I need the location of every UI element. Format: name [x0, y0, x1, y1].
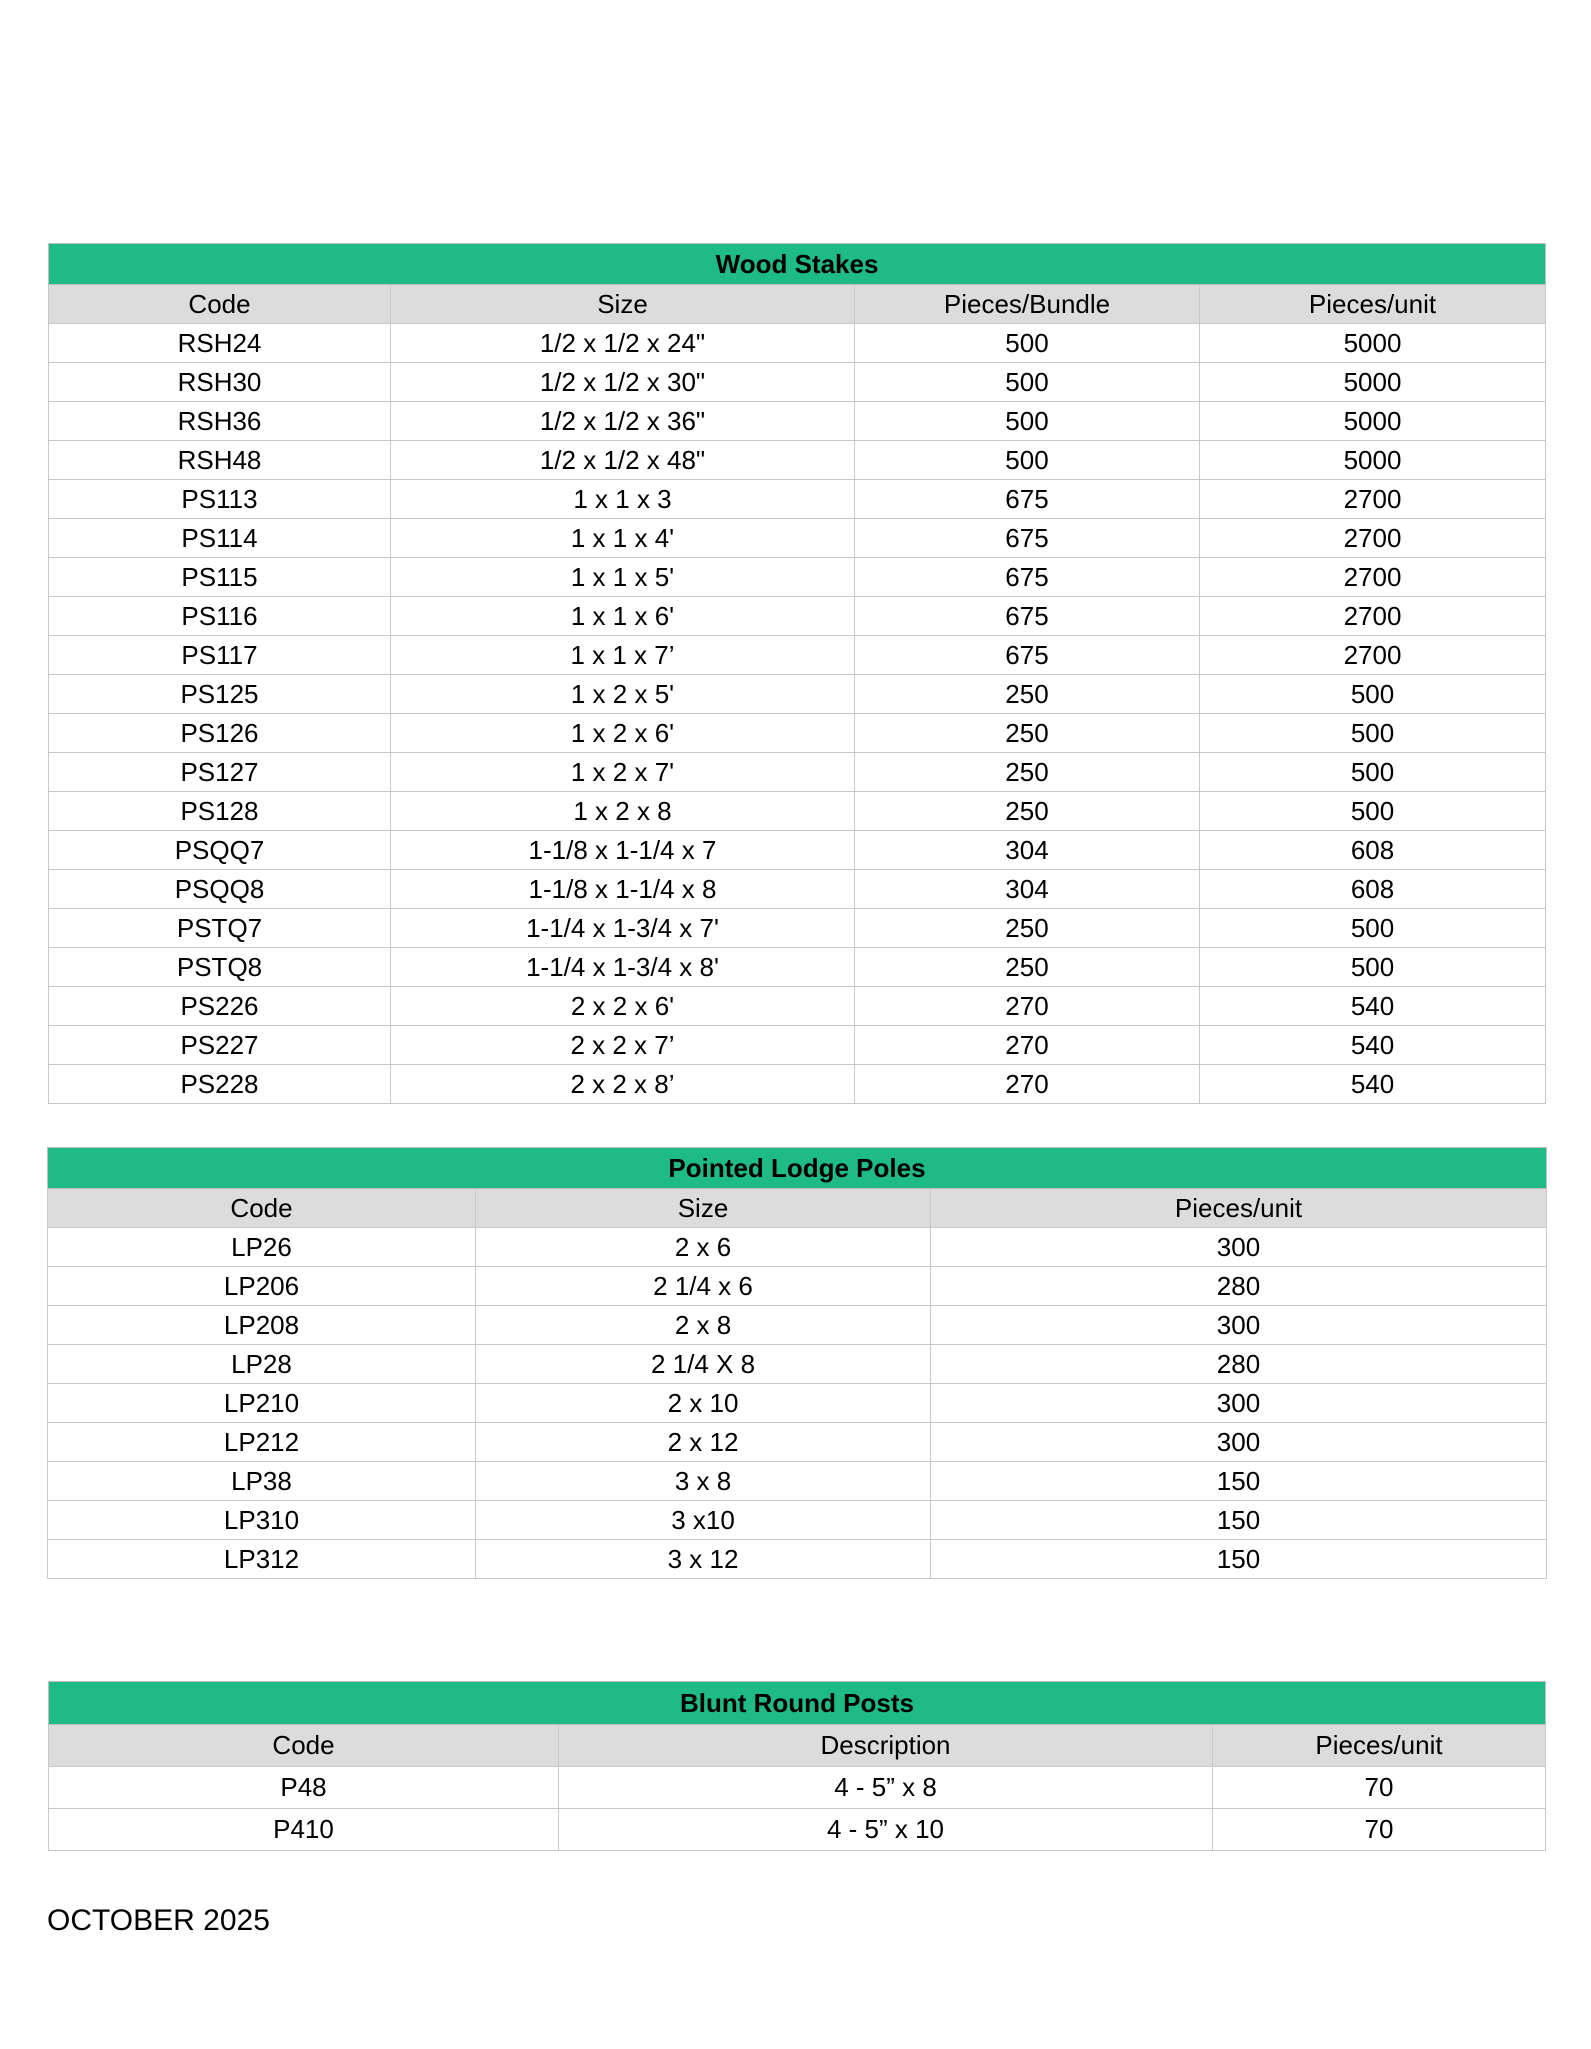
table-cell: PS227: [49, 1026, 391, 1065]
table-cell: PS115: [49, 558, 391, 597]
table-cell: 150: [931, 1462, 1547, 1501]
table-row: [48, 1462, 1547, 1501]
table-cell: PS116: [49, 597, 391, 636]
table-cell: 1/2 x 1/2 x 36": [391, 402, 855, 441]
table-row: [49, 675, 1546, 714]
column-header: Code: [49, 285, 391, 324]
table-cell: PSTQ8: [49, 948, 391, 987]
table-cell: 1/2 x 1/2 x 30": [391, 363, 855, 402]
table-cell: 250: [855, 753, 1200, 792]
column-header: Code: [48, 1189, 476, 1228]
table-cell: 2 1/4 x 6: [476, 1267, 931, 1306]
table-cell: 250: [855, 714, 1200, 753]
table-cell: 300: [931, 1228, 1547, 1267]
table-cell: 2 x 12: [476, 1423, 931, 1462]
column-header: Code: [49, 1725, 559, 1767]
table-cell: LP208: [48, 1306, 476, 1345]
column-header: Pieces/unit: [1200, 285, 1546, 324]
table-cell: 500: [855, 363, 1200, 402]
table-cell: 1 x 1 x 3: [391, 480, 855, 519]
table-cell: 1 x 1 x 7’: [391, 636, 855, 675]
table-cell: 250: [855, 948, 1200, 987]
table-cell: 675: [855, 480, 1200, 519]
table-cell: 5000: [1200, 324, 1546, 363]
table-cell: 500: [1200, 714, 1546, 753]
table-cell: 300: [931, 1423, 1547, 1462]
table-cell: 300: [931, 1384, 1547, 1423]
table-cell: 500: [1200, 948, 1546, 987]
table-row: [49, 909, 1546, 948]
table-cell: 2 x 2 x 8’: [391, 1065, 855, 1104]
table-row: [49, 519, 1546, 558]
table-cell: 280: [931, 1345, 1547, 1384]
table-cell: 500: [855, 441, 1200, 480]
table-cell: 1 x 2 x 7': [391, 753, 855, 792]
wood-stakes-table: [48, 243, 1546, 1104]
table-cell: PS226: [49, 987, 391, 1026]
table-cell: 4 - 5” x 8: [559, 1767, 1213, 1809]
table-cell: 675: [855, 597, 1200, 636]
table-cell: 608: [1200, 831, 1546, 870]
table-cell: 270: [855, 1065, 1200, 1104]
table-cell: 2 x 10: [476, 1384, 931, 1423]
table-cell: LP38: [48, 1462, 476, 1501]
table-row: [49, 597, 1546, 636]
table-cell: RSH30: [49, 363, 391, 402]
table-cell: 250: [855, 792, 1200, 831]
table-cell: 1-1/4 x 1-3/4 x 7': [391, 909, 855, 948]
table-cell: 1/2 x 1/2 x 24": [391, 324, 855, 363]
table-cell: PS127: [49, 753, 391, 792]
table-cell: 1-1/8 x 1-1/4 x 8: [391, 870, 855, 909]
table-row: [49, 1065, 1546, 1104]
column-header: Pieces/unit: [1213, 1725, 1546, 1767]
table-cell: 1-1/8 x 1-1/4 x 7: [391, 831, 855, 870]
table-cell: 540: [1200, 987, 1546, 1026]
table-row: [49, 558, 1546, 597]
table-cell: 540: [1200, 1026, 1546, 1065]
table-cell: 2700: [1200, 519, 1546, 558]
table-cell: 304: [855, 870, 1200, 909]
blunt-round-posts-table: [48, 1681, 1546, 1851]
table-row: [49, 441, 1546, 480]
table-row: [49, 714, 1546, 753]
column-header: Pieces/unit: [931, 1189, 1547, 1228]
column-header: Size: [391, 285, 855, 324]
table-cell: P410: [49, 1809, 559, 1851]
table-cell: 1 x 2 x 5': [391, 675, 855, 714]
table-row: [49, 987, 1546, 1026]
table-cell: PS228: [49, 1065, 391, 1104]
table-cell: 675: [855, 636, 1200, 675]
column-header: Size: [476, 1189, 931, 1228]
table-cell: 2700: [1200, 597, 1546, 636]
table-row: [49, 1767, 1546, 1809]
table-cell: LP310: [48, 1501, 476, 1540]
pointed-lodge-poles-table: [47, 1147, 1547, 1579]
table-row: [49, 948, 1546, 987]
table-cell: 1-1/4 x 1-3/4 x 8': [391, 948, 855, 987]
table-cell: 2 x 2 x 7’: [391, 1026, 855, 1065]
table-cell: LP312: [48, 1540, 476, 1579]
table-row: [49, 636, 1546, 675]
header-row: [49, 285, 1546, 324]
table-cell: 1/2 x 1/2 x 48": [391, 441, 855, 480]
table-cell: 1 x 1 x 6': [391, 597, 855, 636]
table-cell: 675: [855, 558, 1200, 597]
table-cell: RSH48: [49, 441, 391, 480]
table-title: Blunt Round Posts: [49, 1682, 1546, 1725]
table-cell: 2 x 8: [476, 1306, 931, 1345]
table-cell: 2700: [1200, 558, 1546, 597]
table-row: [48, 1228, 1547, 1267]
table-cell: PS113: [49, 480, 391, 519]
table-cell: 500: [1200, 792, 1546, 831]
table-cell: 540: [1200, 1065, 1546, 1104]
table-row: [48, 1267, 1547, 1306]
table-cell: 280: [931, 1267, 1547, 1306]
table-cell: RSH36: [49, 402, 391, 441]
table-title: Pointed Lodge Poles: [48, 1148, 1547, 1189]
table-cell: PS128: [49, 792, 391, 831]
table-cell: 2700: [1200, 480, 1546, 519]
table-cell: 250: [855, 909, 1200, 948]
table-cell: 500: [855, 324, 1200, 363]
table-cell: 500: [1200, 909, 1546, 948]
table-row: [49, 1809, 1546, 1851]
table-cell: LP212: [48, 1423, 476, 1462]
table-cell: 1 x 1 x 5': [391, 558, 855, 597]
table-cell: PS117: [49, 636, 391, 675]
table-cell: PS126: [49, 714, 391, 753]
table-row: [49, 831, 1546, 870]
table-row: [48, 1423, 1547, 1462]
table-row: [49, 363, 1546, 402]
table-cell: PSQQ7: [49, 831, 391, 870]
table-cell: 5000: [1200, 363, 1546, 402]
table-cell: 270: [855, 1026, 1200, 1065]
footer-date: OCTOBER 2025: [47, 1904, 270, 1937]
table-cell: PSTQ7: [49, 909, 391, 948]
table-row: [48, 1540, 1547, 1579]
table-cell: 3 x 8: [476, 1462, 931, 1501]
table-cell: 2700: [1200, 636, 1546, 675]
table-cell: PSQQ8: [49, 870, 391, 909]
table-cell: 70: [1213, 1767, 1546, 1809]
table-cell: 2 x 2 x 6': [391, 987, 855, 1026]
table-cell: 500: [1200, 675, 1546, 714]
table-row: [48, 1501, 1547, 1540]
table-row: [49, 753, 1546, 792]
table-cell: 150: [931, 1540, 1547, 1579]
table-cell: LP206: [48, 1267, 476, 1306]
table-cell: PS125: [49, 675, 391, 714]
table-cell: LP26: [48, 1228, 476, 1267]
table-cell: 500: [1200, 753, 1546, 792]
table-cell: RSH24: [49, 324, 391, 363]
table-cell: 150: [931, 1501, 1547, 1540]
table-row: [49, 480, 1546, 519]
table-cell: 1 x 1 x 4': [391, 519, 855, 558]
table-cell: 675: [855, 519, 1200, 558]
table-cell: 5000: [1200, 402, 1546, 441]
table-row: [49, 324, 1546, 363]
header-row: [48, 1189, 1547, 1228]
header-row: [49, 1725, 1546, 1767]
table-row: [48, 1306, 1547, 1345]
table-cell: 4 - 5” x 10: [559, 1809, 1213, 1851]
table-cell: LP28: [48, 1345, 476, 1384]
column-header: Pieces/Bundle: [855, 285, 1200, 324]
table-cell: 608: [1200, 870, 1546, 909]
table-title: Wood Stakes: [49, 244, 1546, 285]
table-cell: 3 x10: [476, 1501, 931, 1540]
table-row: [48, 1345, 1547, 1384]
table-row: [49, 1026, 1546, 1065]
table-cell: 2 x 6: [476, 1228, 931, 1267]
table-cell: 500: [855, 402, 1200, 441]
table-cell: 1 x 2 x 6': [391, 714, 855, 753]
table-cell: 3 x 12: [476, 1540, 931, 1579]
table-cell: LP210: [48, 1384, 476, 1423]
table-cell: P48: [49, 1767, 559, 1809]
table-cell: PS114: [49, 519, 391, 558]
table-cell: 270: [855, 987, 1200, 1026]
table-row: [49, 870, 1546, 909]
table-cell: 2 1/4 X 8: [476, 1345, 931, 1384]
table-row: [49, 792, 1546, 831]
column-header: Description: [559, 1725, 1213, 1767]
table-cell: 250: [855, 675, 1200, 714]
table-cell: 5000: [1200, 441, 1546, 480]
table-cell: 1 x 2 x 8: [391, 792, 855, 831]
table-cell: 300: [931, 1306, 1547, 1345]
table-cell: 304: [855, 831, 1200, 870]
table-cell: 70: [1213, 1809, 1546, 1851]
table-row: [48, 1384, 1547, 1423]
table-row: [49, 402, 1546, 441]
